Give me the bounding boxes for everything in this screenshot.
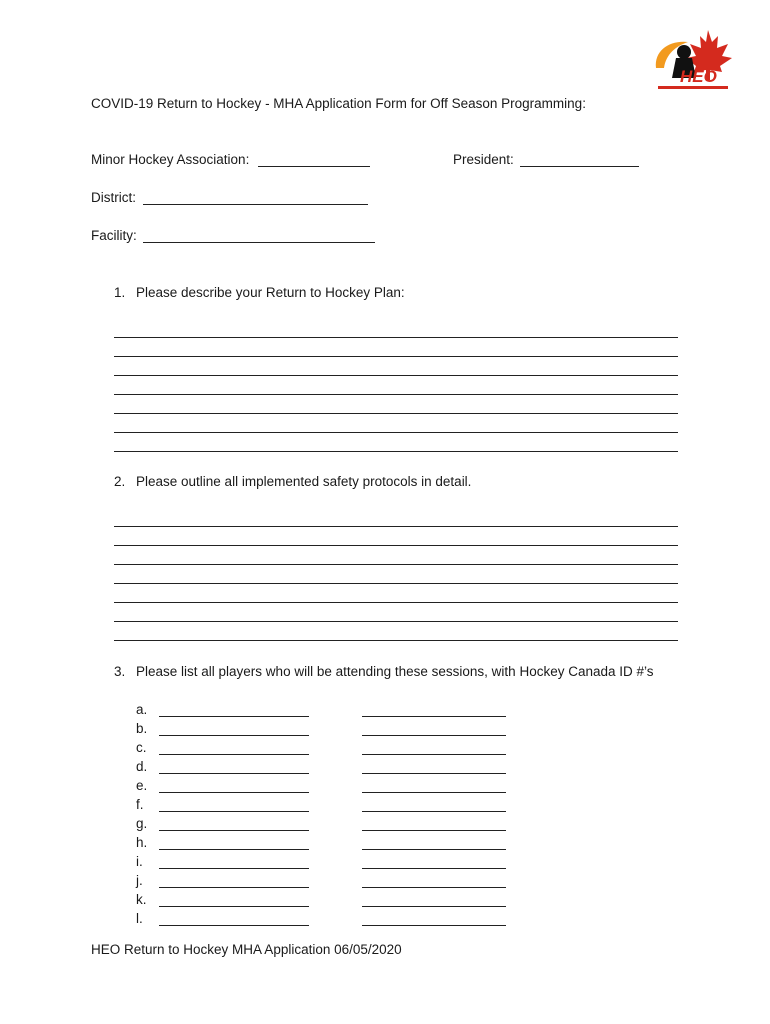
player-id-line[interactable]	[362, 906, 506, 907]
question-1-text: Please describe your Return to Hockey Plan:	[136, 285, 405, 300]
player-name-line[interactable]	[159, 754, 309, 755]
player-letter: g.	[136, 816, 148, 831]
district-input-line[interactable]	[143, 204, 368, 205]
answer-1-line[interactable]	[114, 394, 678, 395]
player-letter: d.	[136, 759, 148, 774]
mha-label: Minor Hockey Association:	[91, 152, 250, 167]
player-id-line[interactable]	[362, 830, 506, 831]
answer-1-line[interactable]	[114, 356, 678, 357]
question-1-number: 1.	[114, 285, 126, 300]
player-name-line[interactable]	[159, 716, 309, 717]
facility-input-line[interactable]	[143, 242, 375, 243]
player-letter: c.	[136, 740, 147, 755]
answer-2-line[interactable]	[114, 545, 678, 546]
player-name-line[interactable]	[159, 906, 309, 907]
player-head-icon	[677, 45, 691, 59]
player-id-line[interactable]	[362, 735, 506, 736]
player-letter: e.	[136, 778, 148, 793]
president-label: President:	[453, 152, 514, 167]
heo-logo	[650, 28, 736, 94]
player-name-line[interactable]	[159, 849, 309, 850]
player-letter: j.	[136, 873, 143, 888]
player-letter: a.	[136, 702, 148, 717]
player-id-line[interactable]	[362, 811, 506, 812]
answer-2-line[interactable]	[114, 564, 678, 565]
player-name-line[interactable]	[159, 811, 309, 812]
footer-text: HEO Return to Hockey MHA Application 06/05/2020	[91, 942, 402, 957]
question-2-number: 2.	[114, 474, 126, 489]
player-id-line[interactable]	[362, 925, 506, 926]
player-name-line[interactable]	[159, 735, 309, 736]
player-name-line[interactable]	[159, 887, 309, 888]
player-name-line[interactable]	[159, 792, 309, 793]
player-letter: k.	[136, 892, 147, 907]
logo-text: HEO	[680, 67, 717, 86]
player-id-line[interactable]	[362, 887, 506, 888]
player-letter: i.	[136, 854, 143, 869]
answer-1-line[interactable]	[114, 432, 678, 433]
question-2-text: Please outline all implemented safety protocols in detail.	[136, 474, 472, 489]
answer-2-line[interactable]	[114, 640, 678, 641]
mha-input-line[interactable]	[258, 166, 370, 167]
answer-2-line[interactable]	[114, 583, 678, 584]
answer-2-line[interactable]	[114, 526, 678, 527]
facility-label: Facility:	[91, 228, 137, 243]
player-letter: b.	[136, 721, 148, 736]
player-letter: l.	[136, 911, 143, 926]
president-input-line[interactable]	[520, 166, 639, 167]
answer-1-line[interactable]	[114, 375, 678, 376]
player-id-line[interactable]	[362, 773, 506, 774]
district-label: District:	[91, 190, 136, 205]
question-3-number: 3.	[114, 664, 126, 679]
answer-1-line[interactable]	[114, 337, 678, 338]
answer-1-line[interactable]	[114, 451, 678, 452]
player-letter: h.	[136, 835, 148, 850]
answer-2-line[interactable]	[114, 621, 678, 622]
form-title: COVID-19 Return to Hockey - MHA Application Form for Off Season Programming:	[91, 96, 586, 111]
player-name-line[interactable]	[159, 830, 309, 831]
player-name-line[interactable]	[159, 773, 309, 774]
player-id-line[interactable]	[362, 716, 506, 717]
player-id-line[interactable]	[362, 792, 506, 793]
player-id-line[interactable]	[362, 754, 506, 755]
question-3-text: Please list all players who will be attending these sessions, with Hockey Canada ID #’s	[136, 664, 654, 679]
player-name-line[interactable]	[159, 868, 309, 869]
player-id-line[interactable]	[362, 868, 506, 869]
answer-1-line[interactable]	[114, 413, 678, 414]
player-name-line[interactable]	[159, 925, 309, 926]
answer-2-line[interactable]	[114, 602, 678, 603]
player-letter: f.	[136, 797, 144, 812]
player-id-line[interactable]	[362, 849, 506, 850]
